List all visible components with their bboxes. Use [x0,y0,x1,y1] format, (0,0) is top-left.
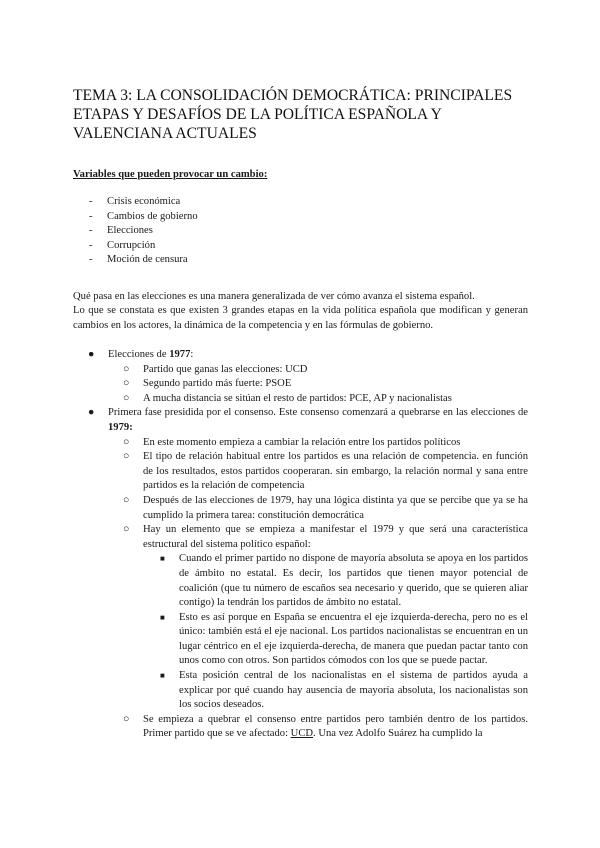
item-text: Esto es así porque en España se encuentra el eje izquierda-derecha, pero no es el único: también está el eje nacional. Los partidos nacionalistas se encuentran en un lugar céntrico en el eje izquierda-derecha, de manera que puedan pactar tanto con unos como con otros. Son partidos cómodos con los que se puede pactar. [179,611,528,667]
year-label: 1979 [108,421,130,433]
hollow-bullet-icon: ○ [123,451,130,463]
list-item [108,436,528,451]
list-item [108,450,528,494]
page-title: TEMA 3: LA CONSOLIDACIÓN DEMOCRÁTICA: PRINCIPALES ETAPAS Y DESAFÍOS DE LA POLÍTICA ESPAÑOLA Y VALENCIANA ACTUALES [73,87,513,142]
item-text: : [190,349,194,360]
list-item: - Moción de censura [89,253,198,268]
year-label: 1977 [169,349,191,360]
filled-bullet-icon: ● [88,407,95,419]
list-item [108,392,528,407]
intro-paragraph-2: Lo que se constata es que existen 3 grandes etapas en la vida política española que modifican y generan cambios en los actores, la dinámica de la competencia y en las fórmulas de gobierno. [73,305,528,331]
item-text: Elecciones de [108,349,170,360]
hollow-bullet-icon: ○ [123,436,130,448]
hollow-bullet-icon: ○ [123,524,130,536]
list-item [108,363,528,378]
hollow-bullet-icon: ○ [123,392,130,404]
filled-bullet-icon: ● [88,349,95,360]
item-text: El tipo de relación habitual entre los partidos es una relación de competencia. en función de los resultados, estos partidos cooperaran. sin embargo, la relación normal y sana entre partidos es la relación de competencia [143,451,528,492]
item-text: Primera fase presidida por el consenso. Este consenso comenzará a quebrarse en las elecciones de [108,407,528,419]
item-text: Se empieza a quebrar el consenso entre partidos pero también dentro de los partidos. Primer partido que se ve afectado: [143,713,528,740]
hollow-bullet-icon: ○ [123,713,130,725]
list-item [108,377,528,392]
item-text: Hay un elemento que se empieza a manifestar el 1979 y que será una característica estructural del sistema político español: [143,524,528,550]
list-item [143,611,528,669]
list-item: - Elecciones [89,224,198,239]
item-text: Segundo partido más fuerte: PSOE [143,378,292,390]
item-text: . Una vez Adolfo Suárez ha cumplido la [313,728,483,740]
hollow-bullet-icon: ○ [123,363,130,375]
hollow-bullet-icon: ○ [123,378,130,390]
hollow-bullet-icon: ○ [123,494,130,506]
outline-sublist [73,436,528,742]
variables-list [89,195,198,268]
list-item [108,713,528,742]
item-text: Cuando el primer partido no dispone de mayoría absoluta se apoya en los partidos de ámbito no estatal. Es decir, los partidos que tienen mayor potencial de coalición (que tu número de escaños sea necesario y querido, que se quieren aliar contigo) la tendrán los partidos de ámbito no estatal. [179,553,528,609]
list-item: - Corrupción [89,239,198,254]
item-text: En este momento empieza a cambiar la relación entre los partidos políticos [143,436,461,448]
item-text: Partido que ganas las elecciones: UCD [143,363,308,375]
outline-item-1977 [73,348,528,363]
list-item: - Cambios de gobierno [89,210,198,225]
square-bullet-icon: ■ [160,554,165,564]
list-item: - Crisis económica [89,195,198,210]
party-name: UCD [290,728,314,740]
outline-item-1979 [73,406,528,435]
item-text: Esta posición central de los nacionalistas en el sistema de partidos ayuda a explicar por qué cuando hay ausencia de mayoría absoluta, los nacionalistas son los socios deseados. [179,670,528,711]
variables-heading: Variables que pueden provocar un cambio: [73,169,268,180]
item-text: Después de las elecciones de 1979, hay una lógica distinta ya que se percibe que ya se ha cumplido la primera tarea: constitución democrática [143,494,528,521]
item-text: A mucha distancia se sitúan el resto de partidos: PCE, AP y nacionalistas [143,392,452,404]
square-bullet-icon: ■ [160,612,165,622]
outline-sublist [73,363,528,407]
main-outline [73,348,528,742]
list-item [143,552,528,610]
intro-paragraph-1: Qué pasa en las elecciones es una manera generalizada de ver cómo avanza el sistema español. [73,291,475,302]
list-item [143,669,528,713]
list-item [108,523,528,713]
square-bullet-icon: ■ [160,671,165,681]
item-text: : [129,421,133,433]
list-item [108,494,528,523]
